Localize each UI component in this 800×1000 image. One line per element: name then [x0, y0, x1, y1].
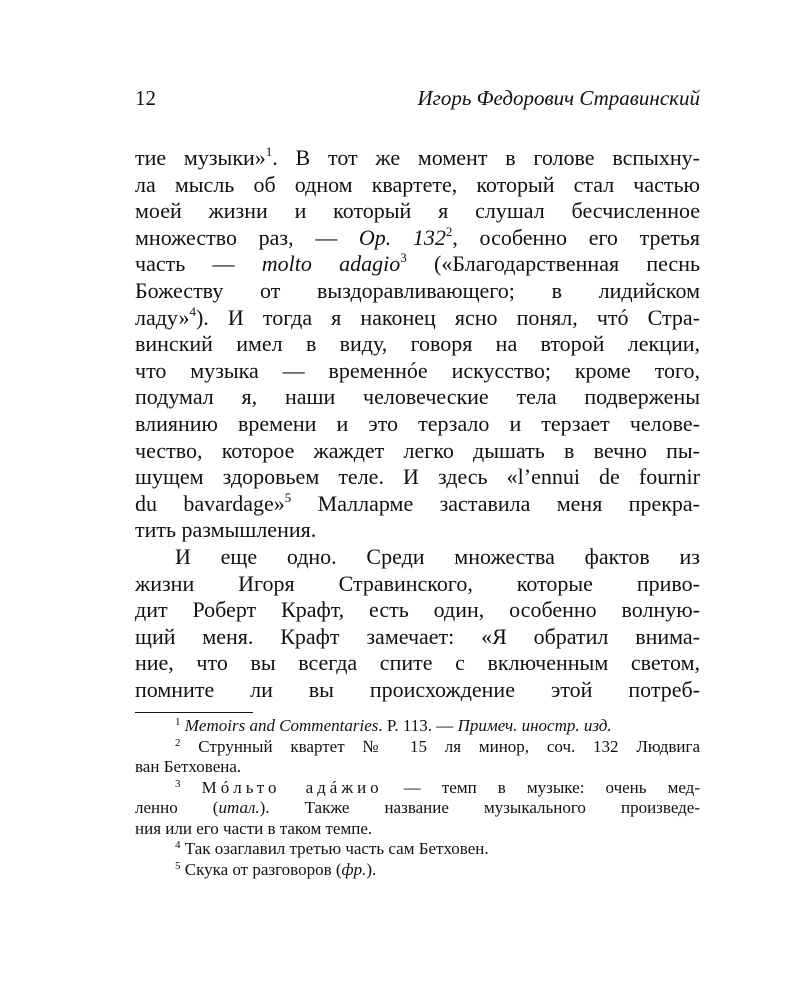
text-line: влиянию времени и это терзало и терзает челове-: [135, 410, 700, 436]
page-header: [135, 86, 700, 116]
text-line: Божеству от выздоравливающего; в лидийском: [135, 277, 700, 303]
text-line: множество раз, — Op. $132^2$, особенно его третья: [135, 223, 700, 250]
running-title: Игорь Федорович Стравинский: [417, 86, 700, 110]
footnote-2-cont: ван Бетховена.: [135, 757, 242, 776]
text-line: часть — molto adagio$^3$ («Благодарственная песнь: [135, 250, 701, 277]
text-line: тить размышления.: [135, 517, 317, 543]
main-text: [135, 145, 700, 703]
text-line: ние, что вы всегда спите с включенным светом,: [135, 650, 700, 676]
footnote-ref-5[interactable]: 5: [284, 489, 292, 505]
footnote-ref-4[interactable]: 4: [189, 303, 196, 319]
text-line: И еще одно. Среди множества фактов из: [175, 543, 700, 569]
footnote-3-cont: ния или его части в таком темпе.: [135, 818, 373, 838]
footnotes: [135, 716, 700, 880]
footnote-5: $^5$ Скука от разговоров (фр.).: [175, 859, 377, 879]
text-line: du bavardage»$^5$ Малларме заставила меня прекра-: [135, 489, 701, 516]
text-line: чество, которое жаждет легко дышать в вечно пы-: [135, 437, 700, 463]
text-line: помните ли вы происхождение этой потреб-: [135, 676, 700, 702]
footnote-ref-3[interactable]: 3: [400, 250, 407, 266]
text-line: что музыка — временнóе искусство; кроме того,: [135, 357, 700, 383]
footnote-3-cont: ленно (итал.). Также название музыкального произведе-: [135, 798, 701, 817]
text-line: подумал я, наши человеческие тела подвержены: [135, 384, 700, 410]
text-line: моей жизни и который я слушал бесчисленное: [135, 198, 700, 224]
text-line: шущем здоровьем теле. И здесь «l’ennui de fournir: [135, 464, 700, 490]
footnote-4: $^4$ Так озаглавил третью часть сам Бетховен.: [175, 839, 489, 858]
text-line: тие музыки»$^1$. В тот же момент в голове вспыхну-: [135, 144, 700, 170]
footnote-1: $^1$ Memoirs and Commentaries. P. 113. — Примеч. иностр. изд.: [175, 716, 612, 735]
footnote-divider: [135, 712, 253, 713]
page-number: 12: [135, 86, 156, 110]
text-line: винский имел в виду, говоря на второй лекции,: [135, 331, 700, 357]
text-line: ла мысль об одном квартете, который стал частью: [135, 171, 700, 197]
footnote-ref-1[interactable]: 1: [265, 144, 273, 159]
footnote-2: $^2$ Струнный квартет № 15 ля минор, соч. 132 Людвига: [175, 736, 700, 756]
footnote-3: $^3$ Мóльто адáжио — темп в музыке: очень мед-: [175, 777, 700, 797]
text-line: щий меня. Крафт замечает: «Я обратил внима-: [135, 623, 700, 649]
footnote-ref-2[interactable]: 2: [445, 223, 453, 239]
text-line: дит Роберт Крафт, есть один, особенно волную-: [135, 597, 700, 623]
text-line: жизни Игоря Стравинского, которые приво-: [135, 570, 700, 596]
text-line: ладу»$^4$). И тогда я наконец ясно понял, чтó Стра-: [135, 303, 700, 330]
